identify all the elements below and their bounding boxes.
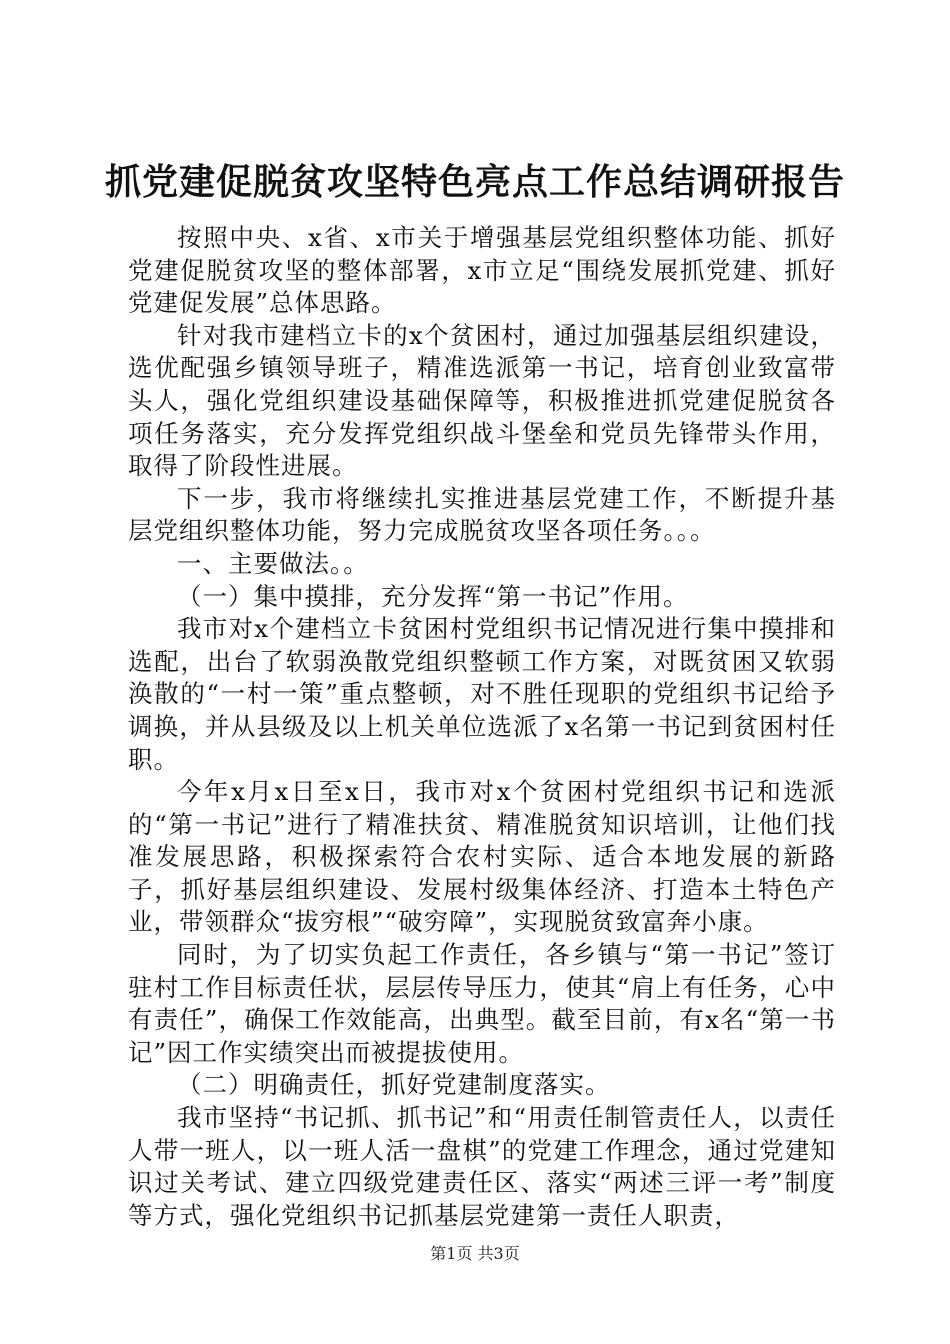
paragraph: 我市对x个建档立卡贫困村党组织书记情况进行集中摸排和选配，出台了软弱涣散党组织整顿工作方案，对既贫困又软弱涣散的“一村一策”重点整顿，对不胜任现职的党组织书记给予调换，并从县级及以上机关单位选派了x名第一书记到贫困村任职。	[128, 614, 836, 774]
page-number-footer: 第1页 共3页	[430, 1244, 520, 1263]
paragraph: 下一步，我市将继续扎实推进基层党建工作，不断提升基层党组织整体功能，努力完成脱贫攻坚各项任务。。。	[128, 483, 836, 546]
section-heading: 一、主要做法。。	[177, 548, 369, 578]
subsection-heading: （一）集中摸排，充分发挥“第一书记”作用。	[177, 581, 689, 611]
document-body	[128, 222, 836, 1232]
subsection-heading: （二）明确责任，抓好党建制度落实。	[177, 1070, 611, 1100]
paragraph: 针对我市建档立卡的x个贫困村，通过加强基层组织建设，选优配强乡镇领导班子，精准选派第一书记，培育创业致富带头人，强化党组织建设基础保障等，积极推进抓党建促脱贫各项任务落实，充分发挥党组织战斗堡垒和党员先锋带头作用，取得了阶段性进展。	[128, 320, 836, 481]
paragraph: 我市坚持“书记抓、抓书记”和“用责任制管责任人，以责任人带一班人，以一班人活一盘棋”的党建工作理念，通过党建知识过关考试、建立四级党建责任区、落实“两述三评一考”制度等方式，强化党组织书记抓基层党建第一责任人职责，	[128, 1103, 836, 1230]
document-title: 抓党建促脱贫攻坚特色亮点工作总结调研报告	[104, 161, 845, 203]
paragraph: 同时，为了切实负起工作责任，各乡镇与“第一书记”签订驻村工作目标责任状，层层传导压力，使其“肩上有任务，心中有责任”，确保工作效能高，出典型。截至目前，有x名“第一书记”因工作实绩突出而被提拔使用。	[128, 940, 836, 1067]
paragraph: 今年x月x日至x日，我市对x个贫困村党组织书记和选派的“第一书记”进行了精准扶贫、精准脱贫知识培训，让他们找准发展思路，积极探索符合农村实际、适合本地发展的新路子，抓好基层组织建设、发展村级集体经济、打造本土特色产业，带领群众“拔穷根”“破穷障”，实现脱贫致富奔小康。	[128, 777, 836, 937]
paragraph: 按照中央、x省、x市关于增强基层党组织整体功能、抓好党建促脱贫攻坚的整体部署，x市立足“围绕发展抓党建、抓好党建促发展”总体思路。	[128, 223, 836, 318]
